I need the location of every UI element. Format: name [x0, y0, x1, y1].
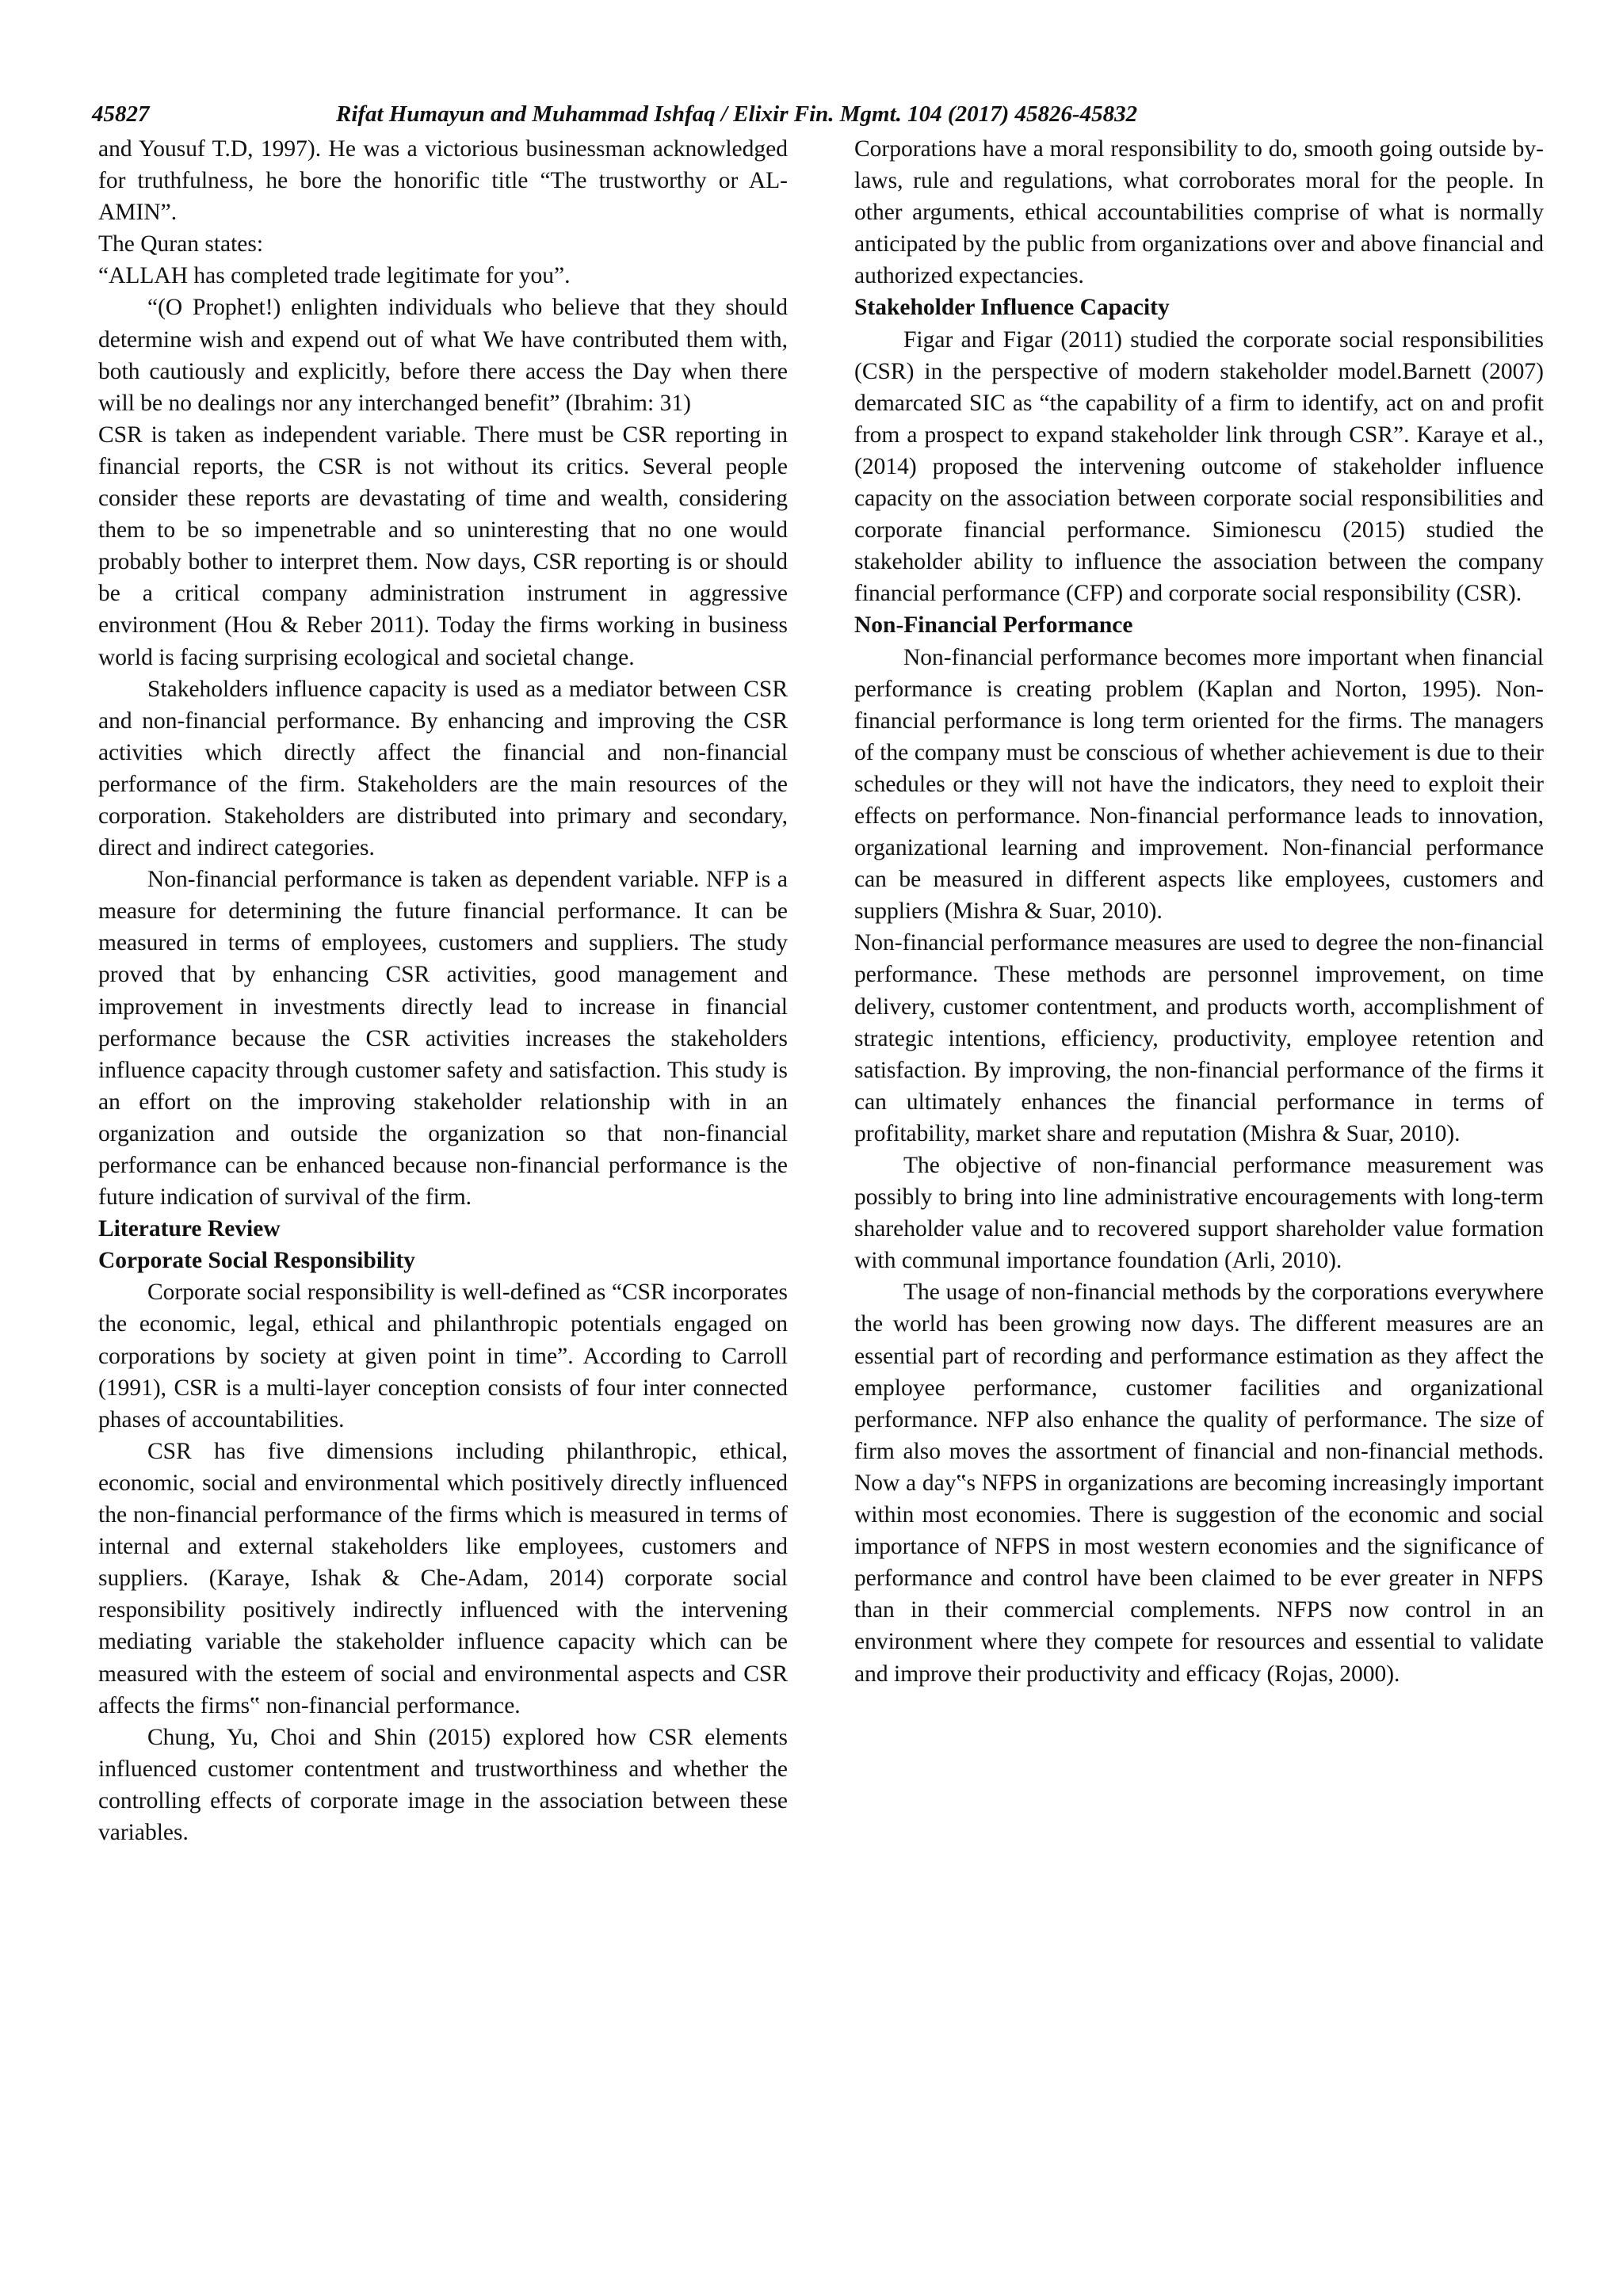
section-heading: Non-Financial Performance [854, 612, 1133, 639]
page-number: 45827 [92, 101, 150, 127]
body-paragraph: CSR has five dimensions including philanthropic, ethical, economic, social and environmental which positively directly influenced the non-financial performance of the firms which is measured in terms of internal and external stakeholders like employees, customers and suppliers. (Karaye, Ishak & Che-Adam, 2014) corporate social responsibility positively indirectly influenced with the intervening mediating variable the stakeholder influence capacity which can be measured with the esteem of social and environmental aspects and CSR affects the firms‟ non-financial performance. [98, 1438, 788, 1718]
body-paragraph: Stakeholders influence capacity is used as a mediator between CSR and non-financial performance. By enhancing and improving the CSR activities which directly affect the financial and non-financial performance of the firm. Stakeholders are the main resources of the corporation. Stakeholders are distributed into primary and secondary, direct and indirect categories. [98, 676, 788, 861]
journal-citation: Rifat Humayun and Muhammad Ishfaq / Elixir Fin. Mgmt. 104 (2017) 45826-45832 [336, 101, 1138, 127]
section-heading: Stakeholder Influence Capacity [854, 295, 1170, 321]
body-paragraph: The objective of non-financial performance measurement was possibly to bring into line administrative encouragements with long-term shareholder value and to recovered support shareholder value formation with communal importance foundation (Arli, 2010). [854, 1153, 1544, 1274]
running-header [92, 97, 1542, 132]
body-paragraph: Chung, Yu, Choi and Shin (2015) explored how CSR elements influenced customer contentment and trustworthiness and whether the controlling effects of corporate image in the association between these variables. [98, 1724, 788, 1845]
body-paragraph: Non-financial performance becomes more important when financial performance is creating problem (Kaplan and Norton, 1995). Non-financial performance is long term oriented for the firms. The managers of the company must be conscious of whether achievement is due to their schedules or they will not have the indicators, they need to exploit their effects on performance. Non-financial performance leads to innovation, organizational learning and improvement. Non-financial performance can be measured in different aspects like employees, customers and suppliers (Mishra & Suar, 2010). [854, 644, 1544, 925]
body-paragraph: Figar and Figar (2011) studied the corporate social responsibilities (CSR) in the perspective of modern stakeholder model.Barnett (2007) demarcated SIC as “the capability of a firm to identify, act on and profit from a prospect to expand stakeholder link through CSR”. Karaye et al., (2014) proposed the intervening outcome of stakeholder influence capacity on the association between corporate social responsibilities and corporate financial performance. Simionescu (2015) studied the stakeholder ability to influence the association between the company financial performance (CFP) and corporate social responsibility (CSR). [854, 326, 1544, 607]
body-paragraph: CSR is taken as independent variable. There must be CSR reporting in financial reports, the CSR is not without its critics. Several people consider these reports are devastating of time and wealth, considering them to be so impenetrable and so uninteresting that no one would probably bother to interpret them. Now days, CSR reporting is or should be a critical company administration instrument in aggressive environment (Hou & Reber 2011). Today the firms working in business world is facing surprising ecological and societal change. [98, 421, 788, 670]
right-text-column [854, 133, 1544, 1690]
body-paragraph: Corporate social responsibility is well-defined as “CSR incorporates the economic, legal, ethical and philanthropic potentials engaged on corporations by society at given point in time”. According to Carroll (1991), CSR is a multi-layer conception consists of four inter connected phases of accountabilities. [98, 1280, 788, 1432]
body-paragraph: “ALLAH has completed trade legitimate for you”. [98, 263, 571, 289]
body-paragraph: The Quran states: [98, 231, 264, 257]
section-heading: Corporate Social Responsibility [98, 1248, 415, 1274]
body-paragraph: Corporations have a moral responsibility to do, smooth going outside by-laws, rule and regulations, what corroborates moral for the people. In other arguments, ethical accountabilities comprise of what is normally anticipated by the public from organizations over and above financial and authorized expectancies. [854, 136, 1544, 289]
left-text-column [98, 133, 788, 1848]
section-heading: Literature Review [98, 1216, 281, 1242]
body-paragraph: Non-financial performance is taken as dependent variable. NFP is a measure for determining the future financial performance. It can be measured in terms of employees, customers and suppliers. The study proved that by enhancing CSR activities, good management and improvement in investments directly lead to increase in financial performance because the CSR activities increases the stakeholders influence capacity through customer safety and satisfaction. This study is an effort on the improving stakeholder relationship with in an organization and outside the organization so that non-financial performance can be enhanced because non-financial performance is the future indication of survival of the firm. [98, 867, 788, 1211]
body-paragraph: The usage of non-financial methods by the corporations everywhere the world has been growing now days. The different measures are an essential part of recording and performance estimation as they affect the employee performance, customer facilities and organizational performance. NFP also enhance the quality of performance. The size of firm also moves the assortment of financial and non-financial methods. Now a day‟s NFPS in organizations are becoming increasingly important within most economies. There is suggestion of the economic and social importance of NFPS in most western economies and the significance of performance and control have been claimed to be ever greater in NFPS than in their commercial complements. NFPS now control in an environment where they compete for resources and essential to validate and improve their productivity and efficacy (Rojas, 2000). [854, 1280, 1544, 1687]
body-paragraph: Non-financial performance measures are used to degree the non-financial performance. These methods are personnel improvement, on time delivery, customer contentment, and products worth, accomplishment of strategic intentions, efficiency, productivity, employee retention and satisfaction. By improving, the non-financial performance of the firms it can ultimately enhances the financial performance in terms of profitability, market share and reputation (Mishra & Suar, 2010). [854, 930, 1544, 1146]
body-paragraph: and Yousuf T.D, 1997). He was a victorious businessman acknowledged for truthfulness, he bore the honorific title “The trustworthy or AL-AMIN”. [98, 136, 788, 226]
body-paragraph: “(O Prophet!) enlighten individuals who believe that they should determine wish and expend out of what We have contributed them with, both cautiously and explicitly, before there access the Day when there will be no dealings nor any interchanged benefit” (Ibrahim: 31) [98, 295, 788, 416]
